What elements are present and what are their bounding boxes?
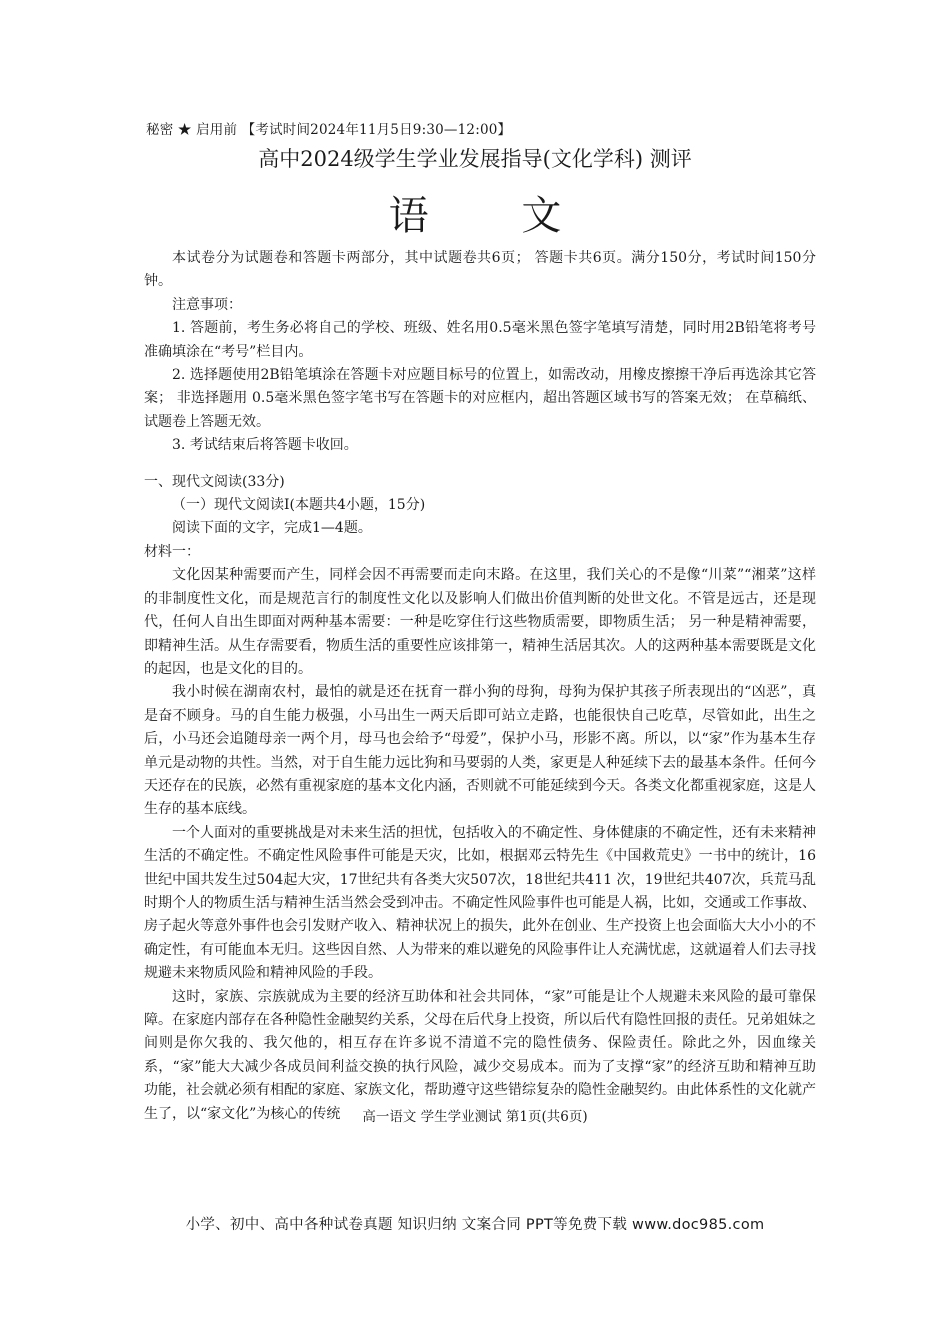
note-item: 3. 考试结束后将答题卡收回。 bbox=[172, 437, 358, 454]
subject-title: 语 文 bbox=[388, 193, 602, 239]
material-paragraph: 这时，家族、宗族就成为主要的经济互助体和社会共同体，“家”可能是让个人规避未来风险的最可靠保障。在家庭内部存在各种隐性金融契约关系，父母在后代身上投资，所以后代有隐性回报的责任。兄弟姐妹之间则是你欠我的、我欠他的，相互存在许多说不清道不完的隐性债务、保险责任。除此之外，因血缘关系，“家”能大大减少各成员间利益交换的执行风险，减少交易成本。而为了支撑“家”的经济互助和精神互助功能，社会就必须有相配的家庭、家族文化，帮助遵守这些错综复杂的隐性金融契约。由此体系性的文化就产生了，以“家文化”为核心的传统 bbox=[144, 988, 816, 1122]
exam-title: 高中2024级学生学业发展指导(文化学科) 测评 bbox=[258, 147, 692, 171]
material-paragraph: 一个人面对的重要挑战是对未来生活的担忧，包括收入的不确定性、身体健康的不确定性，还有未来精神生活的不确定性。不确定性风险事件可能是天灾，比如，根据邓云特先生《中国救荒史》一书中的统计，16世纪中国共发生过504起大灾，17世纪共有各类大灾507次，18世纪共411 次，19世纪共407次，兵荒马乱时期个人的物质生活与精神生活当然会受到冲击。不确定性风险事件也可能是人祸，比如，交通或工作事故、房子起火等意外事件也会引发财产收入、精神状况上的损失，此外在创业、生产投资上也会面临大大小小的不确定性，有可能血本无归。这些因自然、人为带来的难以避免的风险事件让人充满忧虑，这就逼着人们去寻找规避未来物质风险和精神风险的手段。 bbox=[144, 824, 816, 982]
reading-instruction: 阅读下面的文字，完成1—4题。 bbox=[172, 520, 372, 537]
notes-heading: 注意事项： bbox=[172, 296, 242, 313]
secret-line: 秘密 ★ 启用前 【考试时间2024年11月5日9:30—12:00】 bbox=[146, 122, 512, 138]
download-banner: 小学、初中、高中各种试卷真题 知识归纳 文案合同 PPT等免费下载 www.doc985.com bbox=[185, 1217, 765, 1233]
material-paragraph: 文化因某种需要而产生，同样会因不再需要而走向末路。在这里，我们关心的不是像“川菜”“湘菜”这样的非制度性文化，而是规范言行的制度性文化以及影响人们做出价值判断的处世文化。不管是远古，还是现代，任何人自出生即面对两种基本需要：一种是吃穿住行这些物质需要，即物质生活； 另一种是精神需要，即精神生活。从生存需要看，物质生活的重要性应该排第一，精神生活居其次。人的这两种基本需要既是文化的起因，也是文化的目的。 bbox=[144, 567, 816, 677]
exam-body bbox=[144, 247, 816, 1126]
note-item: 1. 答题前，考生务必将自己的学校、班级、姓名用0.5毫米黑色签字笔填写清楚，同时用2B铅笔将考号准确填涂在“考号”栏目内。 bbox=[144, 320, 816, 360]
page-footer: 高一语文 学生学业测试 第1页(共6页) bbox=[362, 1109, 588, 1125]
note-item: 2. 选择题使用2B铅笔填涂在答题卡对应题目标号的位置上，如需改动，用橡皮擦擦干净后再选涂其它答案； 非选择题用 0.5毫米黑色签字笔书写在答题卡的对应框内，超出答题区域书写的答案无效； 在草稿纸、试题卷上答题无效。 bbox=[144, 367, 816, 430]
section-subheading: （一）现代文阅读Ⅰ(本题共4小题，15分) bbox=[172, 497, 426, 514]
material-paragraph: 我小时候在湖南农村，最怕的就是还在抚育一群小狗的母狗，母狗为保护其孩子所表现出的“凶恶”，真是奋不顾身。马的自生能力极强，小马出生一两天后即可站立走路，也能很快自己吃草，尽管如此，出生之后，小马还会追随母亲一两个月，母马也会给予“母爱”，保护小马，形影不离。所以，以“家”作为基本生存单元是动物的共性。当然，对于自生能力远比狗和马要弱的人类，家更是人种延续下去的最基本条件。任何今天还存在的民族，必然有重视家庭的基本文化内涵，否则就不可能延续到今天。各类文化都重视家庭，这是人生存的基本底线。 bbox=[144, 684, 816, 818]
intro-summary: 本试卷分为试题卷和答题卡两部分，其中试题卷共6页； 答题卡共6页。满分150分，考试时间150分钟。 bbox=[144, 250, 816, 290]
section-heading: 一、现代文阅读(33分) bbox=[144, 473, 285, 490]
material-label: 材料一： bbox=[144, 543, 200, 560]
